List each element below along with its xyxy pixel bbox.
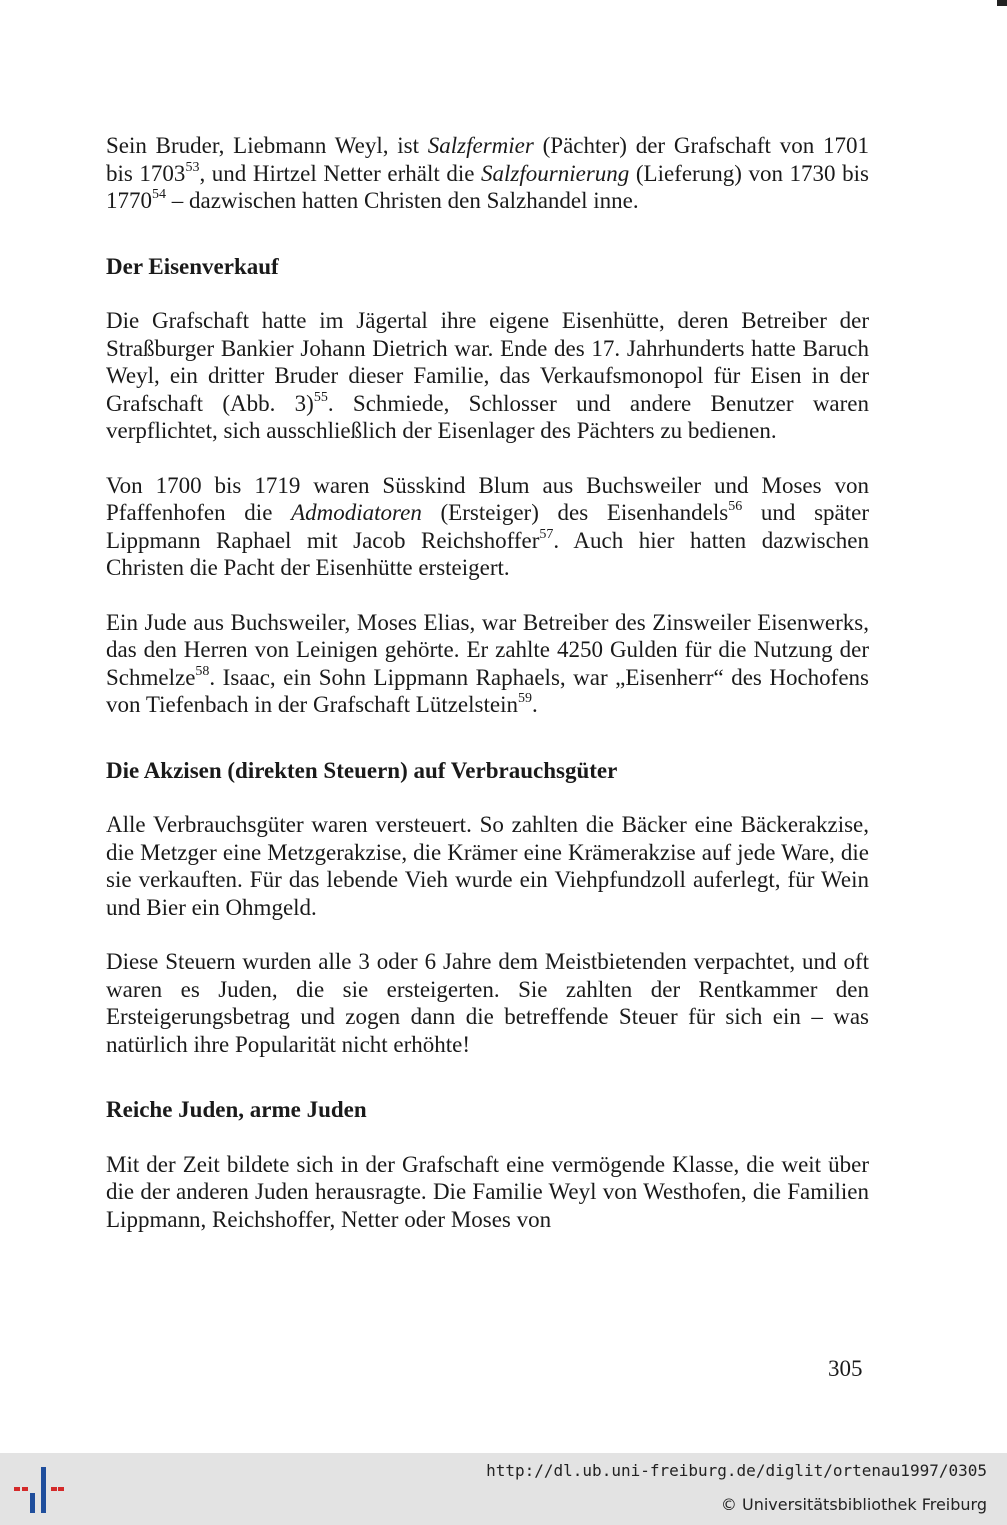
italic-term: Salzfournierung: [481, 160, 630, 186]
footnote-ref: 55: [313, 389, 328, 405]
section-heading-akzisen: Die Akzisen (direkten Steuern) auf Verbrauchsgüter: [106, 757, 618, 783]
paragraph-verbrauchsgueter: Alle Verbrauchsgüter waren versteuert. So zahlten die Bäcker eine Bäckerakzise, die Metzger eine Metzgerakzise, die Krämer eine Krämerakzise auf jede Ware, die sie verkauften. Für das lebende Vieh wurde ein Viehpfundzoll auferlegt, für Wein und Bier ein Ohmgeld.: [106, 812, 869, 920]
footnote-ref: 53: [185, 159, 200, 175]
permalink-url[interactable]: http://dl.ub.uni-freiburg.de/diglit/ortenau1997/0305: [486, 1461, 987, 1480]
text-run: , und Hirtzel Netter erhält die: [199, 160, 482, 186]
text-run: (Lieferung) von 1730 bis 1770: [106, 160, 869, 213]
paragraph-ironworks: [106, 307, 869, 445]
italic-term: Admodiatoren: [291, 500, 422, 525]
text-run: (Ersteiger) des Eisenhandels: [421, 500, 729, 525]
paragraph-steuern: Diese Steuern wurden alle 3 oder 6 Jahre dem Meistbietenden verpachtet, und oft waren es Juden, die sie ersteigerten. Sie zahlten der Rentkammer den Ersteigerungsbetrag und zogen dann die betreffende Steuer für sich ein – was natürlich ihre Popularität nicht erhöhte!: [106, 949, 869, 1057]
section-heading-eisenverkauf: Der Eisenverkauf: [106, 253, 279, 279]
book-page: [106, 132, 869, 1260]
text-run: . Isaac, ein Sohn Lippmann Raphaels, war „Eisenherr“ des Hochofens von Tiefenbach in der Grafschaft Lützelstein: [106, 664, 869, 717]
footnote-ref: 59: [517, 691, 532, 706]
text-run: . Schmiede, Schlosser und andere Benutzer waren verpflichtet, sich ausschließlich der Eisenlager des Pächters zu bedienen.: [106, 390, 870, 443]
scan-edge-mark: [997, 0, 1007, 6]
paragraph-zinsweiler: [106, 609, 869, 719]
text-run: Die Grafschaft hatte im Jägertal ihre eigene Eisenhütte, deren Betreiber der Straßburger Bankier Johann Dietrich war. Ende des 17. Jahrhunderts hatte Baruch Weyl, ein dritter Bruder dieser Familie, das Verkaufsmonopol für Eisen in der Grafschaft (Abb. 3): [106, 308, 869, 416]
footnote-ref: 57: [539, 526, 554, 542]
text-run: – dazwischen hatten Christen den Salzhandel inne.: [166, 188, 639, 213]
text-run: .: [531, 692, 538, 717]
paragraph-vermoegende-klasse: Mit der Zeit bildete sich in der Grafschaft eine vermögende Klasse, die weit über die der anderen Juden herausragte. Die Familie Weyl von Westhofen, die Familien Lippmann, Reichshoffer, Netter oder Moses von: [106, 1151, 869, 1232]
ub-freiburg-logo-icon: [14, 1467, 64, 1513]
paragraph-admodiatoren: [106, 472, 869, 582]
text-run: und später Lippmann Raphael mit Jacob Reichshoffer: [106, 500, 869, 553]
italic-term: Salzfermier: [427, 133, 534, 158]
copyright-notice: © Universitätsbibliothek Freiburg: [720, 1495, 987, 1514]
page-number: 305: [828, 1356, 863, 1381]
text-run: . Auch hier hatten dazwischen Christen die Pacht der Eisenhütte ersteigert.: [106, 527, 869, 580]
section-heading-reiche-juden: Reiche Juden, arme Juden: [106, 1097, 367, 1122]
footnote-ref: 56: [728, 499, 743, 514]
footnote-ref: 54: [152, 187, 166, 202]
digital-library-footer: [0, 1453, 1007, 1525]
text-run: Sein Bruder, Liebmann Weyl, ist: [106, 133, 428, 158]
paragraph-salt-trade: [106, 132, 869, 215]
text-run: Ein Jude aus Buchsweiler, Moses Elias, war Betreiber des Zinsweiler Eisenwerks, das den Herren von Leinigen gehörte. Er zahlte 4250 Gulden für die Nutzung der Schmelze: [106, 609, 869, 690]
footnote-ref: 58: [195, 663, 210, 679]
text-run: (Pächter) der Grafschaft von 1701 bis 1703: [106, 133, 869, 186]
text-run: Von 1700 bis 1719 waren Süsskind Blum aus Buchsweiler und Moses von Pfaffenhofen die: [106, 472, 869, 525]
